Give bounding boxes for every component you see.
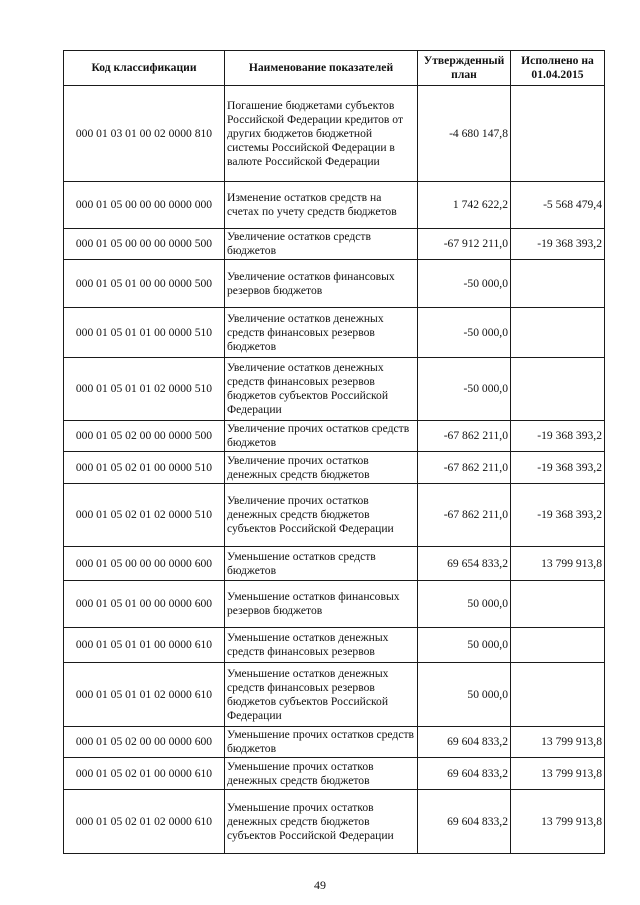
row-code: 000 01 05 02 00 00 0000 600 bbox=[64, 727, 225, 758]
table-row bbox=[64, 86, 605, 182]
row-code: 000 01 05 02 01 00 0000 610 bbox=[64, 758, 225, 790]
row-name: Уменьшение прочих остатков денежных средств бюджетов субъектов Российской Федерации bbox=[225, 790, 418, 854]
row-plan: -50 000,0 bbox=[418, 308, 511, 358]
table-row bbox=[64, 260, 605, 308]
row-code: 000 01 05 01 01 00 0000 610 bbox=[64, 628, 225, 663]
table-row bbox=[64, 484, 605, 547]
row-name: Уменьшение остатков средств бюджетов bbox=[225, 547, 418, 581]
page-number: 49 bbox=[314, 878, 326, 892]
row-executed: 13 799 913,8 bbox=[511, 758, 605, 790]
row-plan: -67 862 211,0 bbox=[418, 452, 511, 484]
row-name: Уменьшение остатков денежных средств финансовых резервов bbox=[225, 628, 418, 663]
row-name: Уменьшение прочих остатков средств бюджетов bbox=[225, 727, 418, 758]
table-row bbox=[64, 182, 605, 229]
row-executed: -19 368 393,2 bbox=[511, 229, 605, 260]
row-name: Уменьшение прочих остатков денежных средств бюджетов bbox=[225, 758, 418, 790]
row-executed bbox=[511, 358, 605, 421]
row-code: 000 01 05 01 01 00 0000 510 bbox=[64, 308, 225, 358]
row-plan: -50 000,0 bbox=[418, 358, 511, 421]
header-indicator-name: Наименование показателей bbox=[225, 51, 418, 86]
table-row bbox=[64, 308, 605, 358]
row-plan: 69 604 833,2 bbox=[418, 727, 511, 758]
row-plan: 69 654 833,2 bbox=[418, 547, 511, 581]
row-plan: 50 000,0 bbox=[418, 663, 511, 727]
row-name: Уменьшение остатков финансовых резервов бюджетов bbox=[225, 581, 418, 628]
table-row bbox=[64, 758, 605, 790]
row-name: Увеличение прочих остатков денежных средств бюджетов субъектов Российской Федерации bbox=[225, 484, 418, 547]
row-plan: -67 862 211,0 bbox=[418, 484, 511, 547]
table-header-row bbox=[64, 51, 605, 86]
row-code: 000 01 05 00 00 00 0000 000 bbox=[64, 182, 225, 229]
table-row bbox=[64, 421, 605, 452]
row-name: Увеличение остатков средств бюджетов bbox=[225, 229, 418, 260]
row-name: Увеличение остатков денежных средств финансовых резервов бюджетов субъектов Российской Федерации bbox=[225, 358, 418, 421]
table-row bbox=[64, 547, 605, 581]
row-code: 000 01 05 01 00 00 0000 500 bbox=[64, 260, 225, 308]
row-executed bbox=[511, 628, 605, 663]
row-name: Изменение остатков средств на счетах по учету средств бюджетов bbox=[225, 182, 418, 229]
row-plan: -50 000,0 bbox=[418, 260, 511, 308]
table-row bbox=[64, 452, 605, 484]
row-executed bbox=[511, 308, 605, 358]
row-name: Уменьшение остатков денежных средств финансовых резервов бюджетов субъектов Российской Федерации bbox=[225, 663, 418, 727]
row-executed bbox=[511, 663, 605, 727]
header-classification-code: Код классификации bbox=[64, 51, 225, 86]
header-executed-amount: Исполнено на 01.04.2015 bbox=[511, 51, 605, 86]
row-name: Увеличение прочих остатков денежных средств бюджетов bbox=[225, 452, 418, 484]
header-approved-plan: Утвержденный план bbox=[418, 51, 511, 86]
row-plan: 1 742 622,2 bbox=[418, 182, 511, 229]
table-row bbox=[64, 727, 605, 758]
row-executed: -5 568 479,4 bbox=[511, 182, 605, 229]
row-executed: 13 799 913,8 bbox=[511, 727, 605, 758]
table-row bbox=[64, 790, 605, 854]
table-row bbox=[64, 229, 605, 260]
row-code: 000 01 05 02 01 02 0000 610 bbox=[64, 790, 225, 854]
row-executed: -19 368 393,2 bbox=[511, 452, 605, 484]
row-plan: 50 000,0 bbox=[418, 628, 511, 663]
row-code: 000 01 05 00 00 00 0000 500 bbox=[64, 229, 225, 260]
row-code: 000 01 05 01 01 02 0000 610 bbox=[64, 663, 225, 727]
row-code: 000 01 03 01 00 02 0000 810 bbox=[64, 86, 225, 182]
row-plan: -4 680 147,8 bbox=[418, 86, 511, 182]
row-executed bbox=[511, 86, 605, 182]
row-executed bbox=[511, 260, 605, 308]
row-code: 000 01 05 02 00 00 0000 500 bbox=[64, 421, 225, 452]
row-plan: -67 912 211,0 bbox=[418, 229, 511, 260]
row-code: 000 01 05 00 00 00 0000 600 bbox=[64, 547, 225, 581]
row-executed: -19 368 393,2 bbox=[511, 484, 605, 547]
row-plan: 69 604 833,2 bbox=[418, 758, 511, 790]
table-row bbox=[64, 628, 605, 663]
table-row bbox=[64, 663, 605, 727]
row-code: 000 01 05 01 01 02 0000 510 bbox=[64, 358, 225, 421]
row-name: Погашение бюджетами субъектов Российской Федерации кредитов от других бюджетов бюджетной системы Российской Федерации в валюте Российской Федерации bbox=[225, 86, 418, 182]
row-plan: 69 604 833,2 bbox=[418, 790, 511, 854]
row-executed bbox=[511, 581, 605, 628]
row-name: Увеличение остатков финансовых резервов бюджетов bbox=[225, 260, 418, 308]
row-code: 000 01 05 02 01 00 0000 510 bbox=[64, 452, 225, 484]
table-row bbox=[64, 358, 605, 421]
row-plan: -67 862 211,0 bbox=[418, 421, 511, 452]
row-name: Увеличение остатков денежных средств финансовых резервов бюджетов bbox=[225, 308, 418, 358]
budget-sources-table bbox=[63, 50, 605, 854]
row-code: 000 01 05 02 01 02 0000 510 bbox=[64, 484, 225, 547]
table-row bbox=[64, 581, 605, 628]
row-code: 000 01 05 01 00 00 0000 600 bbox=[64, 581, 225, 628]
row-executed: 13 799 913,8 bbox=[511, 547, 605, 581]
row-executed: -19 368 393,2 bbox=[511, 421, 605, 452]
row-name: Увеличение прочих остатков средств бюджетов bbox=[225, 421, 418, 452]
row-plan: 50 000,0 bbox=[418, 581, 511, 628]
row-executed: 13 799 913,8 bbox=[511, 790, 605, 854]
